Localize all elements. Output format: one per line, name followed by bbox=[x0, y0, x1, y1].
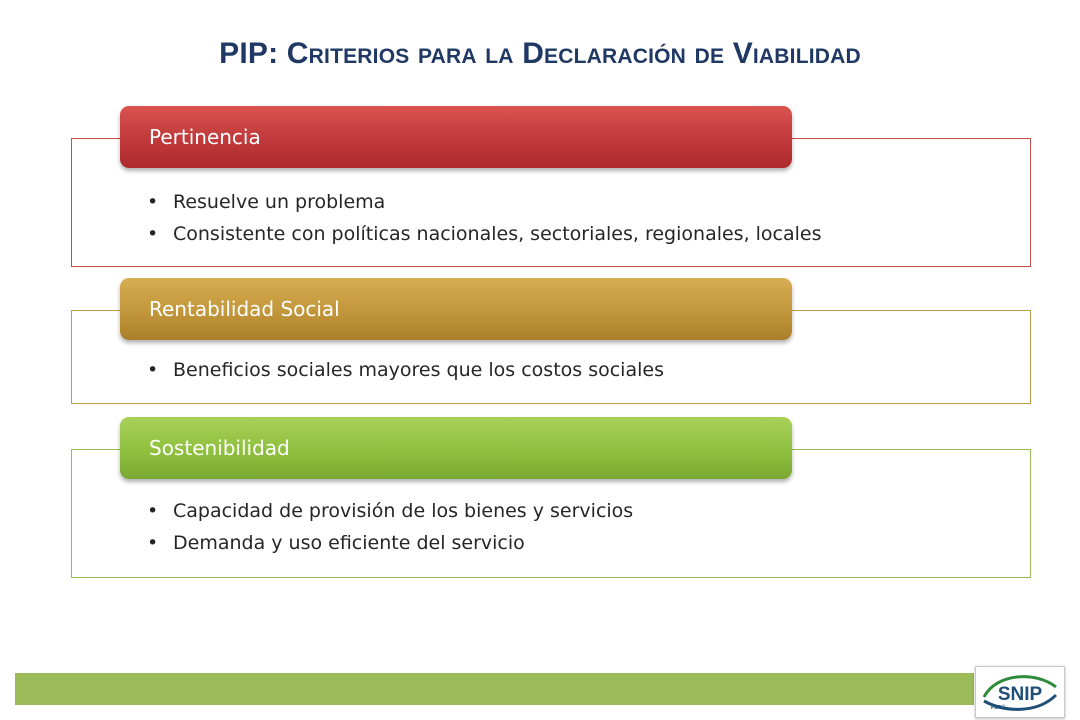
snip-logo bbox=[975, 666, 1065, 718]
list-item: • Beneficios sociales mayores que los costos sociales bbox=[72, 354, 1030, 386]
list-item: • Consistente con políticas nacionales, sectoriales, regionales, locales bbox=[72, 218, 1030, 250]
logo-subtext: PERÚ bbox=[991, 705, 1005, 711]
slide-title: PIP: Criterios para la Declaración de Viabilidad bbox=[219, 37, 861, 70]
logo-text: SNIP bbox=[997, 684, 1043, 705]
footer-bar bbox=[15, 673, 974, 705]
list-item: • Resuelve un problema bbox=[72, 186, 1030, 218]
section-header-pertinencia: Pertinencia bbox=[120, 106, 792, 168]
list-item: • Capacidad de provisión de los bienes y servicios bbox=[72, 495, 1030, 527]
section-header-sostenibilidad: Sostenibilidad bbox=[120, 417, 792, 479]
section-header-rentabilidad: Rentabilidad Social bbox=[120, 278, 792, 340]
snip-logo-icon bbox=[976, 667, 1064, 717]
list-item: • Demanda y uso eficiente del servicio bbox=[72, 527, 1030, 559]
